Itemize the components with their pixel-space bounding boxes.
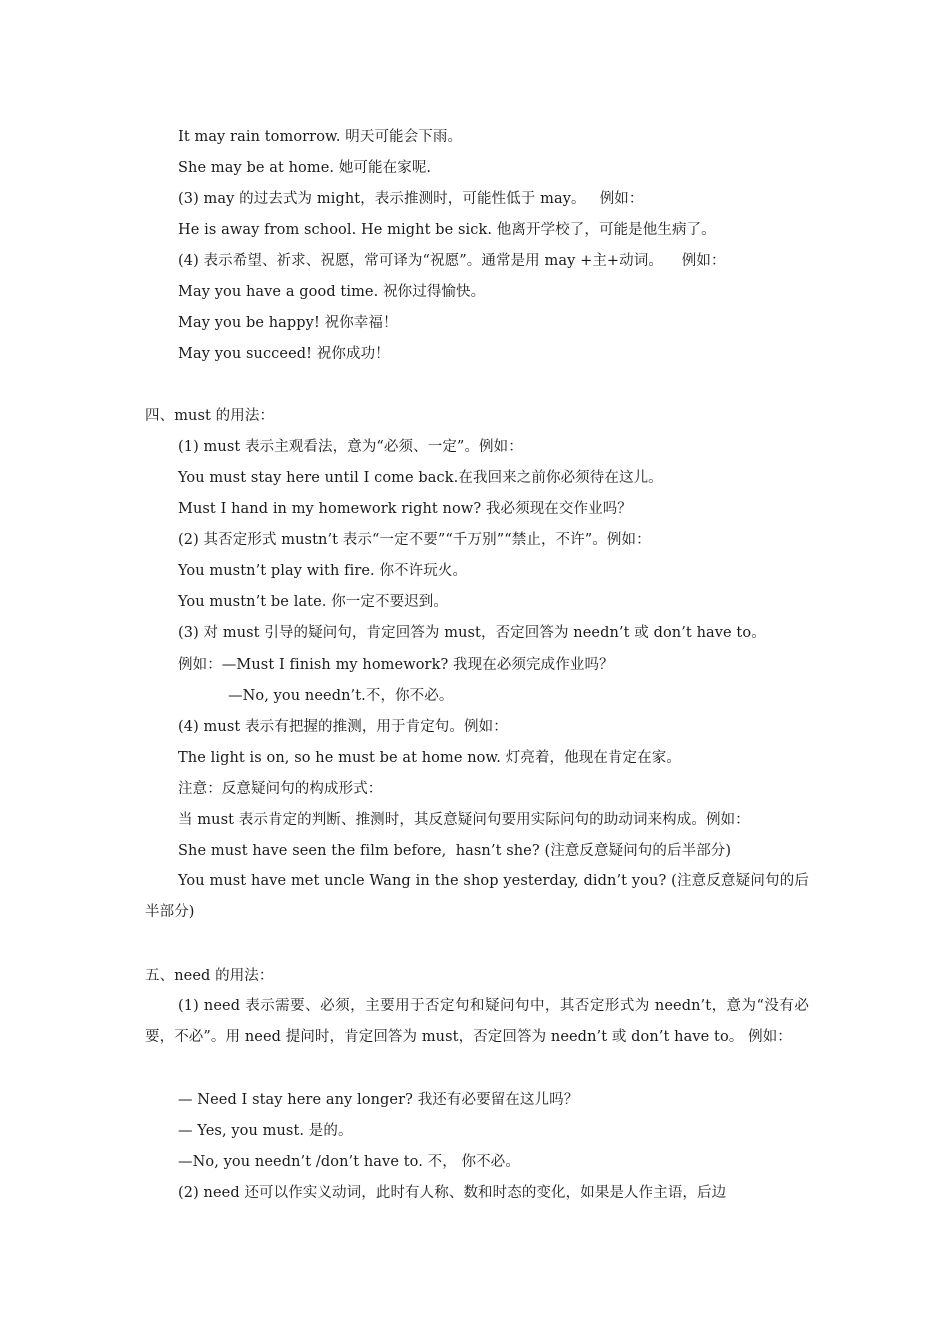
section-heading-need: 五、need 的用法：	[145, 968, 274, 984]
example-sentence: May you have a good time. 祝你过得愉快。	[178, 284, 486, 300]
example-sentence: You mustn’t be late. 你一定不要迟到。	[178, 594, 449, 610]
example-dialogue: 例如：—Must I finish my homework? 我现在必须完成作业吗？	[178, 657, 614, 673]
rule-point: (3) 对 must 引导的疑问句，肯定回答为 must，否定回答为 needn’t 或 don’t have to。	[178, 625, 766, 641]
rule-point: (4) 表示希望、祈求、祝愿，常可译为“祝愿”。通常是用 may +主+动词。 例如：	[178, 253, 726, 269]
rule-point: (3) may 的过去式为 might，表示推测时，可能性低于 may。 例如：	[178, 191, 644, 207]
example-sentence: He is away from school. He might be sick. 他离开学校了，可能是他生病了。	[178, 222, 716, 238]
rule-point: (2) 其否定形式 mustn’t 表示“一定不要”“千万别”“禁止，不许”。例如：	[178, 532, 651, 548]
section-heading-must: 四、must 的用法：	[145, 408, 275, 424]
example-sentence: The light is on, so he must be at home now. 灯亮着，他现在肯定在家。	[178, 750, 681, 766]
example-dialogue: —No, you needn’t /don’t have to. 不， 你不必。	[178, 1154, 520, 1170]
example-sentence: It may rain tomorrow. 明天可能会下雨。	[178, 129, 463, 145]
example-sentence: May you be happy! 祝你幸福！	[178, 315, 398, 331]
example-sentence: May you succeed! 祝你成功！	[178, 346, 390, 362]
note-text: 当 must 表示肯定的判断、推测时，其反意疑问句要用实际问句的助动词来构成。例如：	[178, 812, 750, 828]
example-sentence: She must have seen the film before, hasn’t she? (注意反意疑问句的后半部分)	[178, 843, 732, 859]
example-dialogue: —No, you needn’t.不，你不必。	[228, 688, 454, 704]
rule-paragraph: (1) need 表示需要、必须，主要用于否定句和疑问句中，其否定形式为 needn’t，意为“没有必要，不必”。用 need 提问时，肯定回答为 must，否定回答为 needn’t 或 don’t have to。 例如：	[145, 998, 809, 1045]
example-sentence: Must I hand in my homework right now? 我必须现在交作业吗？	[178, 501, 632, 517]
rule-point: (1) must 表示主观看法，意为“必须、一定”。例如：	[178, 439, 523, 455]
example-sentence: She may be at home. 她可能在家呢.	[178, 160, 432, 176]
example-paragraph: You must have met uncle Wang in the shop yesterday, didn’t you? (注意反意疑问句的后半部分)	[145, 873, 809, 920]
rule-point: (2) need 还可以作实义动词，此时有人称、数和时态的变化，如果是人作主语，后边	[178, 1185, 727, 1201]
note-heading: 注意：反意疑问句的构成形式：	[178, 781, 383, 797]
example-dialogue: — Need I stay here any longer? 我还有必要留在这儿吗？	[178, 1092, 579, 1108]
example-dialogue: — Yes, you must. 是的。	[178, 1123, 353, 1139]
example-sentence: You must stay here until I come back.在我回来之前你必须待在这儿。	[178, 470, 663, 486]
example-sentence: You mustn’t play with fire. 你不许玩火。	[178, 563, 468, 579]
rule-point: (4) must 表示有把握的推测，用于肯定句。例如：	[178, 719, 508, 735]
